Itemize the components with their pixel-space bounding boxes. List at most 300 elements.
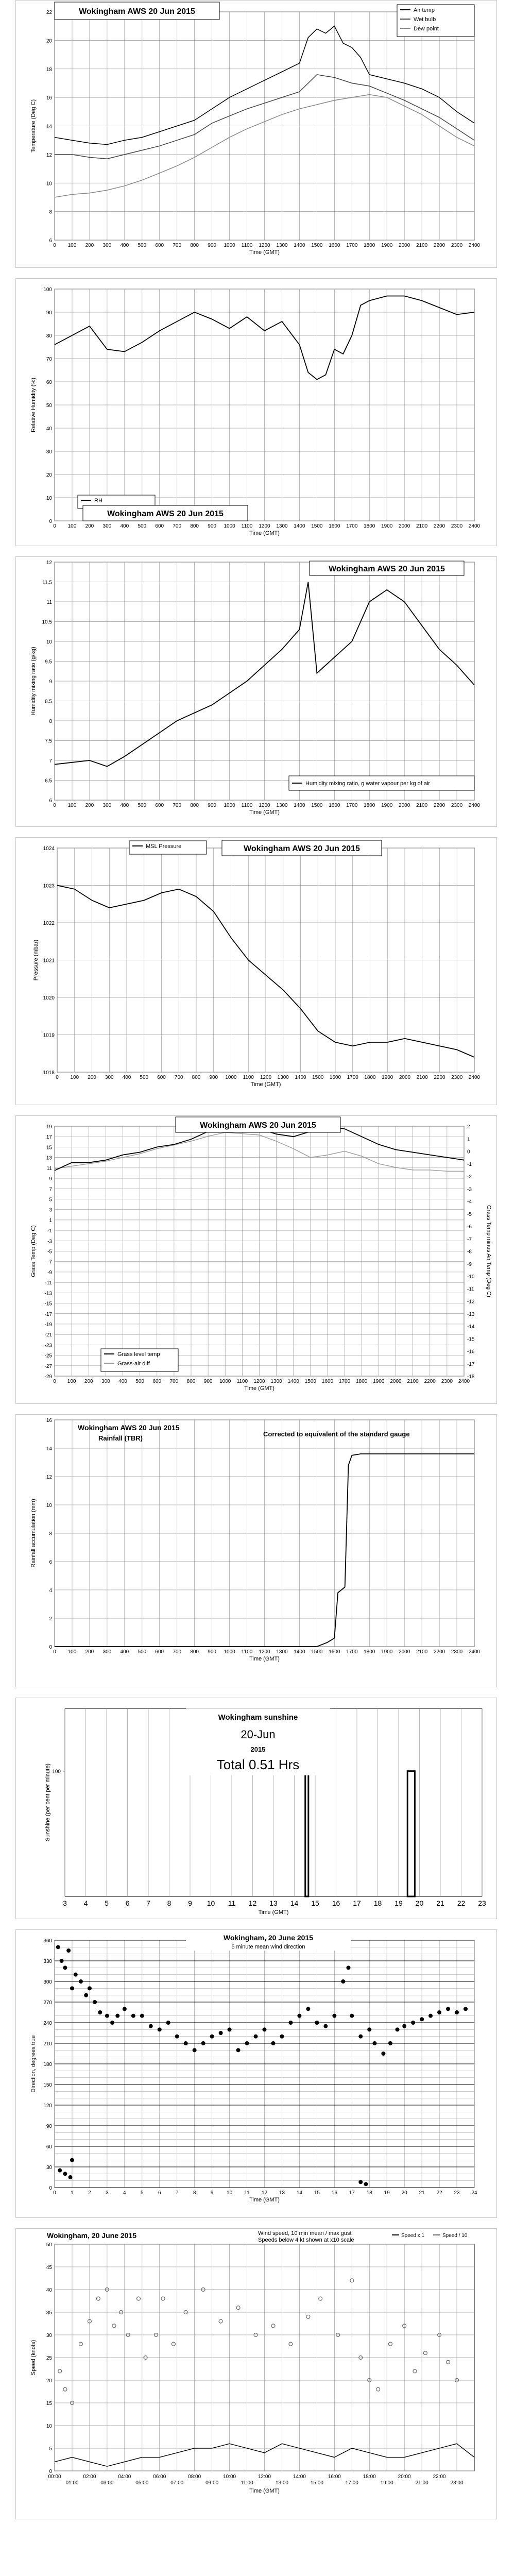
x-tick-label: 700 (174, 1075, 183, 1080)
x-tick-label: 1900 (381, 523, 393, 529)
chart-title: Wokingham, 20 June 2015 (47, 2231, 137, 2240)
wind-direction-point (236, 2048, 241, 2052)
humidity-chart-panel (15, 278, 497, 546)
wind-direction-point (323, 2024, 328, 2028)
chart-title: Wokingham AWS 20 Jun 2015 (107, 510, 224, 518)
y-tick-label: 9.5 (45, 659, 52, 665)
temperature-chart (16, 1, 496, 267)
y-tick-label: 9 (49, 1176, 52, 1182)
wind-direction-point (288, 2021, 293, 2025)
x-tick-label: 800 (190, 803, 199, 808)
x-tick-label: 1100 (243, 1075, 254, 1080)
x-tick-label: 900 (208, 243, 216, 248)
chart-title: Wokingham AWS 20 Jun 2015 (244, 844, 360, 853)
x-tick-label: 1100 (241, 243, 253, 248)
x-axis-label: Time (GMT) (258, 1909, 289, 1916)
wind-direction-point (93, 2000, 97, 2004)
x-tick-label: 10 (227, 2190, 233, 2196)
y-tick-label: -17 (44, 1311, 52, 1317)
x-tick-label: 100 (67, 243, 77, 248)
y-tick-label: 7 (49, 758, 52, 764)
y2-tick-label: 0 (467, 1149, 470, 1155)
x-tick-label: 1400 (295, 1075, 306, 1080)
x-tick-label: 400 (120, 1649, 129, 1655)
wind-direction-point (193, 2048, 197, 2052)
x-tick-label: 24 (471, 2190, 477, 2196)
x-tick-label: 600 (157, 1075, 166, 1080)
x-tick-label: 2300 (451, 803, 463, 808)
x-tick-label: 300 (102, 523, 112, 529)
y-tick-label: 40 (46, 2287, 52, 2293)
x-tick-label: 1400 (294, 243, 305, 248)
x-tick-label: 600 (152, 1379, 162, 1384)
y-tick-label: -15 (44, 1301, 52, 1307)
y-tick-label: 11 (46, 600, 52, 605)
wind-direction-point (388, 2041, 392, 2045)
wind-direction-point (341, 1979, 345, 1984)
x-tick-label: 500 (138, 803, 147, 808)
wind-direction-point (381, 2052, 385, 2056)
x-tick-label: 0 (53, 1379, 56, 1384)
sunshine-bar (305, 1771, 308, 1896)
y-tick-label: 15 (46, 1145, 52, 1151)
x-tick-label: 400 (120, 523, 129, 529)
y-tick-label: 0 (49, 2469, 52, 2475)
x-tick-label: 09:00 (205, 2480, 219, 2486)
x-tick-label: 1000 (219, 1379, 231, 1384)
y-axis-label: Temperature (Deg C) (30, 99, 37, 153)
y-tick-label: 5 (49, 2446, 52, 2452)
y2-tick-label: -13 (467, 1311, 475, 1317)
y-tick-label: 19 (46, 1124, 52, 1130)
wind-direction-point (70, 1986, 74, 1990)
x-tick-label: 7 (175, 2190, 179, 2196)
chart-subtitle: 20-Jun (241, 1728, 276, 1741)
x-tick-label: 100 (70, 1075, 79, 1080)
y2-tick-label: -11 (467, 1286, 474, 1293)
x-tick-label: 18 (366, 2190, 372, 2196)
y2-tick-label: 2 (467, 1124, 470, 1130)
x-tick-label: 0 (56, 1075, 59, 1080)
y2-tick-label: 1 (467, 1137, 470, 1143)
x-tick-label: 1500 (311, 523, 323, 529)
wind-direction-point (166, 2021, 170, 2025)
y-tick-label: 40 (46, 426, 52, 432)
y-tick-label: -5 (47, 1249, 52, 1255)
x-tick-label: 1000 (224, 803, 235, 808)
x-tick-label: 2300 (451, 523, 463, 529)
x-tick-label: 1000 (224, 523, 235, 529)
wind-direction-point (175, 2035, 179, 2039)
chart-title: Wokingham sunshine (218, 1713, 298, 1722)
x-tick-label: 0 (53, 2190, 56, 2196)
y2-tick-label: -15 (467, 1336, 475, 1343)
y-tick-label: 16 (46, 1418, 52, 1423)
y-axis-label: Rainfall accumulation (mm) (30, 1499, 37, 1568)
x-tick-label: 1700 (347, 1075, 358, 1080)
y-tick-label: 6.5 (45, 778, 52, 784)
wind-direction-point (446, 2007, 450, 2011)
wind-direction-point (66, 1948, 71, 1953)
x-tick-label: 23:00 (450, 2480, 464, 2486)
chart-subtitle: 5 minute mean wind direction (231, 1944, 305, 1950)
x-tick-label: 1000 (225, 1075, 237, 1080)
x-tick-label: 400 (120, 803, 129, 808)
x-tick-label: 8 (167, 1899, 171, 1907)
y-tick-label: 6 (49, 238, 52, 244)
y-tick-label: 1 (49, 1217, 52, 1224)
y-tick-label: 30 (46, 2165, 52, 2171)
wind-speed-chart (16, 2229, 496, 2519)
y-tick-label: -25 (44, 1353, 52, 1359)
y-tick-label: -9 (47, 1269, 52, 1276)
x-tick-label: 9 (188, 1899, 192, 1907)
wind-direction-point (315, 2021, 319, 2025)
x-tick-label: 1400 (294, 1649, 305, 1655)
x-tick-label: 13 (279, 2190, 285, 2196)
wind-direction-point (201, 2041, 205, 2045)
x-tick-label: 20:00 (398, 2474, 411, 2480)
x-tick-label: 1000 (224, 1649, 235, 1655)
y-tick-label: 150 (43, 2082, 52, 2088)
y-tick-label: 14 (46, 124, 52, 130)
x-tick-label: 12 (248, 1899, 257, 1907)
x-tick-label: 500 (138, 243, 147, 248)
x-tick-label: 22 (436, 2190, 442, 2196)
x-tick-label: 10 (207, 1899, 215, 1907)
x-tick-label: 11 (244, 2190, 250, 2196)
x-tick-label: 1300 (270, 1379, 282, 1384)
x-tick-label: 0 (53, 803, 56, 808)
wind-direction-point (420, 2017, 424, 2021)
x-tick-label: 2000 (390, 1379, 402, 1384)
wind-direction-point (115, 2014, 119, 2018)
x-tick-label: 17:00 (345, 2480, 358, 2486)
x-tick-label: 1100 (236, 1379, 248, 1384)
x-tick-label: 100 (67, 803, 77, 808)
x-tick-label: 02:00 (83, 2474, 96, 2480)
legend-entry: Air temp (414, 7, 435, 13)
x-tick-label: 200 (85, 523, 94, 529)
y-tick-label: 10 (46, 1503, 52, 1509)
y-tick-label: 120 (43, 2103, 52, 2109)
wind-speed-chart-panel (15, 2228, 497, 2519)
x-tick-label: 2 (88, 2190, 91, 2196)
wind-direction-point (79, 1979, 83, 1984)
y-tick-label: 30 (46, 449, 52, 455)
wind-direction-point (428, 2014, 433, 2018)
wind-direction-point (455, 2010, 459, 2014)
x-tick-label: 15 (314, 2190, 320, 2196)
y-tick-label: 10.5 (42, 619, 52, 625)
x-tick-label: 400 (122, 1075, 131, 1080)
y-tick-label: 6 (49, 798, 52, 804)
x-tick-label: 5 (105, 1899, 109, 1907)
x-tick-label: 1700 (346, 243, 358, 248)
x-tick-label: 07:00 (170, 2480, 184, 2486)
wind-direction-point (367, 2027, 371, 2031)
y-tick-label: 25 (46, 2355, 52, 2361)
y-tick-label: 0 (49, 2185, 52, 2191)
y-tick-label: -29 (44, 1374, 52, 1380)
x-tick-label: 6 (158, 2190, 161, 2196)
x-tick-label: 1600 (329, 803, 340, 808)
x-tick-label: 21:00 (415, 2480, 428, 2486)
x-tick-label: 23 (478, 1899, 486, 1907)
wind-direction-point (306, 2007, 310, 2011)
y-tick-label: 12 (46, 152, 52, 158)
x-axis-label: Time (GMT) (249, 530, 280, 536)
wind-direction-point (358, 2035, 363, 2039)
x-tick-label: 18 (373, 1899, 382, 1907)
x-tick-label: 1200 (259, 523, 270, 529)
x-tick-label: 16 (332, 1899, 340, 1907)
wind-direction-chart-panel (15, 1929, 497, 2218)
y2-tick-label: -3 (467, 1187, 472, 1193)
x-tick-label: 900 (208, 523, 216, 529)
sunshine-chart-panel (15, 1698, 497, 1919)
x-tick-label: 7 (146, 1899, 150, 1907)
y2-tick-label: -10 (467, 1274, 475, 1280)
y-tick-label: 20 (46, 38, 52, 44)
wind-direction-point (263, 2027, 267, 2031)
x-tick-label: 1500 (311, 243, 323, 248)
y-tick-label: 8 (49, 1531, 52, 1537)
x-tick-label: 2100 (416, 243, 428, 248)
x-tick-label: 16 (331, 2190, 337, 2196)
y-tick-label: 15 (46, 2401, 52, 2406)
y2-tick-label: -7 (467, 1236, 472, 1243)
x-tick-label: 800 (190, 523, 199, 529)
x-tick-label: 300 (101, 1379, 110, 1384)
x-tick-label: 900 (208, 803, 216, 808)
x-tick-label: 2000 (399, 1649, 410, 1655)
x-tick-label: 2200 (433, 803, 445, 808)
x-tick-label: 20 (415, 1899, 424, 1907)
x-tick-label: 1600 (329, 1649, 340, 1655)
pressure-chart-panel (15, 837, 497, 1105)
wind-direction-point (140, 2014, 144, 2018)
y-axis-label: Pressure (mbar) (33, 939, 39, 981)
x-axis-label: Time (GMT) (249, 2488, 280, 2494)
x-tick-label: 2400 (468, 803, 480, 808)
wind-direction-point (123, 2007, 127, 2011)
chart-title: Wokingham AWS 20 Jun 2015 (329, 565, 445, 573)
temperature-chart-panel (15, 0, 497, 268)
x-tick-label: 2300 (451, 1075, 463, 1080)
wind-direction-point (364, 2182, 368, 2186)
y-tick-label: 1022 (43, 921, 55, 926)
y-tick-label: 35 (46, 2310, 52, 2316)
y-tick-label: 0 (49, 1645, 52, 1650)
x-tick-label: 1300 (276, 523, 288, 529)
y-axis-label: Direction, degrees true (30, 2035, 37, 2093)
wind-direction-point (98, 2010, 102, 2014)
wind-direction-point (63, 2172, 67, 2176)
x-tick-label: 900 (203, 1379, 213, 1384)
x-tick-label: 2400 (468, 1075, 480, 1080)
y-tick-label: 8.5 (45, 699, 52, 705)
x-tick-label: 1500 (312, 1075, 324, 1080)
y-tick-label: 240 (43, 2021, 52, 2026)
y2-tick-label: -2 (467, 1174, 472, 1180)
x-tick-label: 400 (118, 1379, 127, 1384)
x-tick-label: 20 (401, 2190, 407, 2196)
x-tick-label: 2100 (407, 1379, 419, 1384)
y-tick-label: -1 (47, 1228, 52, 1234)
wind-direction-point (74, 1973, 78, 1977)
x-tick-label: 1600 (321, 1379, 334, 1384)
wind-direction-point (58, 2168, 62, 2173)
x-tick-label: 500 (138, 1649, 147, 1655)
x-tick-label: 200 (85, 1649, 94, 1655)
y2-tick-label: -18 (467, 1374, 475, 1380)
y2-tick-label: -6 (467, 1224, 472, 1230)
x-tick-label: 500 (138, 523, 147, 529)
y-tick-label: 10 (46, 496, 52, 501)
x-tick-label: 700 (169, 1379, 179, 1384)
x-tick-label: 21 (419, 2190, 425, 2196)
wind-direction-point (210, 2035, 214, 2039)
x-tick-label: 1500 (311, 803, 323, 808)
chart-subtitle: Wind speed, 10 min mean / max gust (258, 2230, 352, 2236)
x-tick-label: 500 (135, 1379, 144, 1384)
y2-tick-label: -8 (467, 1249, 472, 1255)
wind-direction-point (63, 1965, 67, 1970)
x-tick-label: 1800 (364, 803, 375, 808)
legend-entry: Wet bulb (414, 16, 436, 23)
relative-humidity-chart (16, 279, 496, 546)
x-tick-label: 100 (67, 1649, 77, 1655)
y-tick-label: 360 (43, 1938, 52, 1944)
x-tick-label: 900 (209, 1075, 218, 1080)
x-tick-label: 1900 (381, 243, 393, 248)
x-tick-label: 3 (63, 1899, 67, 1907)
x-tick-label: 1400 (294, 523, 305, 529)
x-tick-label: 700 (173, 523, 182, 529)
x-tick-label: 15:00 (310, 2480, 323, 2486)
y-tick-label: 180 (43, 2062, 52, 2067)
x-tick-label: 2300 (451, 243, 463, 248)
wind-direction-point (68, 2175, 73, 2179)
wind-direction-point (84, 1993, 88, 1997)
wind-direction-point (184, 2041, 188, 2045)
legend-entry: Grass-air diff (117, 1361, 150, 1367)
x-axis-label: Time (GMT) (244, 1385, 274, 1392)
x-tick-label: 2000 (399, 243, 410, 248)
y-tick-label: 8 (49, 209, 52, 215)
x-tick-label: 700 (173, 243, 182, 248)
wind-direction-point (219, 2031, 223, 2035)
x-tick-label: 18:00 (363, 2474, 376, 2480)
legend-entry: Speed / 10 (442, 2233, 468, 2239)
x-tick-label: 00:00 (48, 2474, 61, 2480)
x-tick-label: 1900 (373, 1379, 385, 1384)
mixing-ratio-chart-panel (15, 556, 497, 827)
y-tick-label: 50 (46, 2242, 52, 2248)
x-tick-label: 1400 (287, 1379, 299, 1384)
x-tick-label: 1600 (329, 1075, 341, 1080)
x-tick-label: 0 (53, 523, 56, 529)
wind-direction-point (149, 2024, 153, 2028)
y-tick-label: 1023 (43, 883, 55, 889)
wind-direction-point (158, 2027, 162, 2031)
y-tick-label: 70 (46, 357, 52, 362)
legend-entry: Grass level temp (117, 1351, 160, 1358)
x-tick-label: 800 (190, 1649, 199, 1655)
wind-direction-point (437, 2010, 441, 2014)
x-tick-label: 1200 (259, 243, 270, 248)
y-axis-label: Grass Temp (Deg C) (30, 1225, 37, 1277)
x-tick-label: 11:00 (241, 2480, 253, 2486)
chart-title: Wokingham AWS 20 Jun 2015 (79, 7, 195, 16)
x-axis-label: Time (GMT) (249, 1656, 280, 1662)
y-tick-label: 10 (46, 639, 52, 645)
x-tick-label: 1800 (356, 1379, 368, 1384)
y-tick-label: 11 (46, 1165, 52, 1172)
x-tick-label: 2100 (416, 523, 428, 529)
y2-tick-label: -9 (467, 1261, 472, 1267)
x-tick-label: 300 (105, 1075, 114, 1080)
y2-tick-label: -12 (467, 1299, 475, 1305)
y-tick-label: 17 (46, 1134, 52, 1141)
y-tick-label: 22 (46, 10, 52, 15)
y-tick-label: 11.5 (42, 580, 52, 586)
x-tick-label: 13:00 (275, 2480, 288, 2486)
x-tick-label: 2000 (399, 1075, 411, 1080)
wind-direction-point (350, 2014, 354, 2018)
x-tick-label: 500 (140, 1075, 149, 1080)
x-tick-label: 300 (102, 243, 112, 248)
y2-tick-label: -1 (467, 1161, 472, 1167)
x-tick-label: 1200 (260, 1075, 272, 1080)
x-tick-label: 05:00 (135, 2480, 149, 2486)
y-tick-label: 18 (46, 66, 52, 73)
x-tick-label: 1800 (364, 1075, 376, 1080)
x-axis-label: Time (GMT) (249, 249, 280, 256)
x-tick-label: 700 (173, 803, 182, 808)
x-tick-label: 600 (155, 243, 164, 248)
wind-direction-point (70, 2158, 74, 2162)
wind-direction-point (347, 1965, 351, 1970)
x-tick-label: 1600 (329, 243, 340, 248)
x-tick-label: 100 (67, 523, 77, 529)
x-tick-label: 3 (106, 2190, 109, 2196)
y-tick-label: 45 (46, 2265, 52, 2270)
x-tick-label: 14 (290, 1899, 299, 1907)
x-tick-label: 21 (436, 1899, 444, 1907)
x-tick-label: 1900 (381, 1649, 393, 1655)
y-tick-label: 1020 (43, 995, 55, 1001)
x-tick-label: 300 (102, 803, 112, 808)
y2-tick-label: -17 (467, 1361, 475, 1367)
x-tick-label: 14 (296, 2190, 302, 2196)
y-tick-label: 270 (43, 2000, 52, 2006)
x-tick-label: 600 (155, 1649, 164, 1655)
y2-tick-label: -5 (467, 1211, 472, 1217)
x-tick-label: 0 (53, 243, 56, 248)
x-tick-label: 19:00 (380, 2480, 393, 2486)
wind-direction-chart (16, 1930, 496, 2217)
x-tick-label: 1700 (346, 1649, 358, 1655)
wind-direction-point (411, 2021, 415, 2025)
x-tick-label: 2200 (433, 1649, 445, 1655)
x-tick-label: 19 (384, 2190, 390, 2196)
x-tick-label: 200 (84, 1379, 93, 1384)
y-tick-label: 13 (46, 1155, 52, 1161)
x-tick-label: 2100 (416, 1075, 428, 1080)
x-tick-label: 2000 (399, 803, 410, 808)
